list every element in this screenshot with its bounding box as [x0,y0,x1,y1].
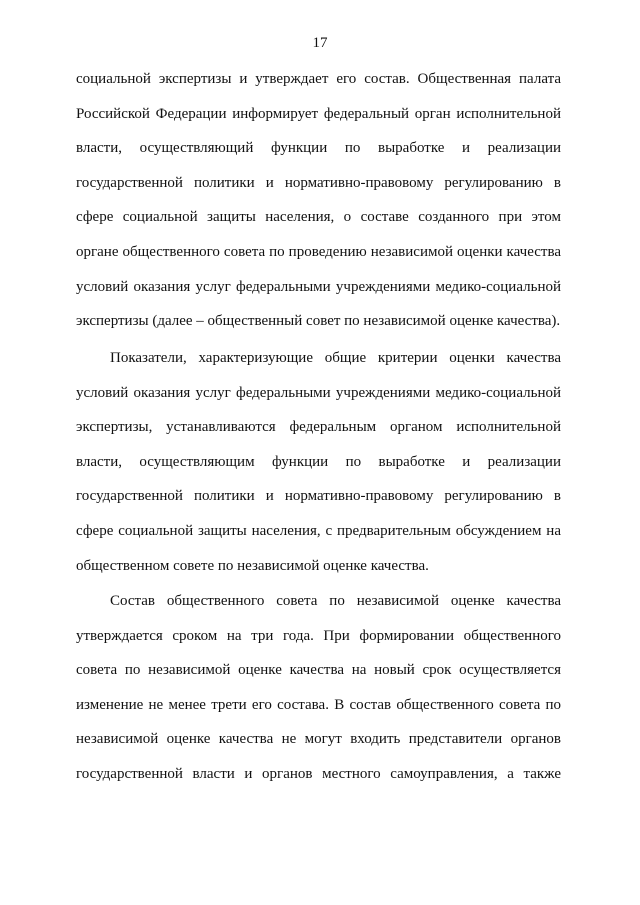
text-line: государственной власти и органов местного самоуправления, а также [76,765,561,782]
text-line: условий оказания услуг федеральными учреждениями медико-социальной [76,278,561,295]
page-number: 17 [312,35,328,51]
text-line: независимой оценке качества не могут входить представители органов [76,731,561,748]
text-line: экспертизы, устанавливаются федеральным органом исполнительной [76,419,561,436]
text-line: государственной политики и нормативно-правовому регулированию в [76,488,561,505]
text-line: Состав общественного совета по независимой оценке качества [110,593,561,609]
paragraph-3 [76,584,561,792]
text-line: государственной политики и нормативно-правовому регулированию в [76,174,561,191]
text-line: Российской Федерации информирует федеральный орган исполнительной [76,105,561,122]
text-line: власти, осуществляющим функции по выработке и реализации [76,453,561,470]
text-line: совета по независимой оценке качества на новый срок осуществляется [76,662,561,679]
paragraph-2 [76,341,561,583]
text-line: Показатели, характеризующие общие критерии оценки качества [110,350,561,366]
text-line: изменение не менее трети его состава. В состав общественного совета по [76,696,561,713]
text-line: общественном совете по независимой оценке качества. [76,557,429,574]
text-line: социальной экспертизы и утверждает его состав. Общественная палата [76,71,561,87]
text-line: сфере социальной защиты населения, с предварительным обсуждением на [76,522,561,539]
paragraph-1 [76,62,561,339]
text-line: утверждается сроком на три года. При формировании общественного [76,627,561,644]
text-line: органе общественного совета по проведению независимой оценки качества [76,243,561,260]
text-line: условий оказания услуг федеральными учреждениями медико-социальной [76,384,561,401]
text-line: экспертизы (далее – общественный совет по независимой оценке качества). [76,313,561,330]
text-line: сфере социальной защиты населения, о составе созданного при этом [76,209,561,226]
text-line: власти, осуществляющий функции по выработке и реализации [76,140,561,157]
